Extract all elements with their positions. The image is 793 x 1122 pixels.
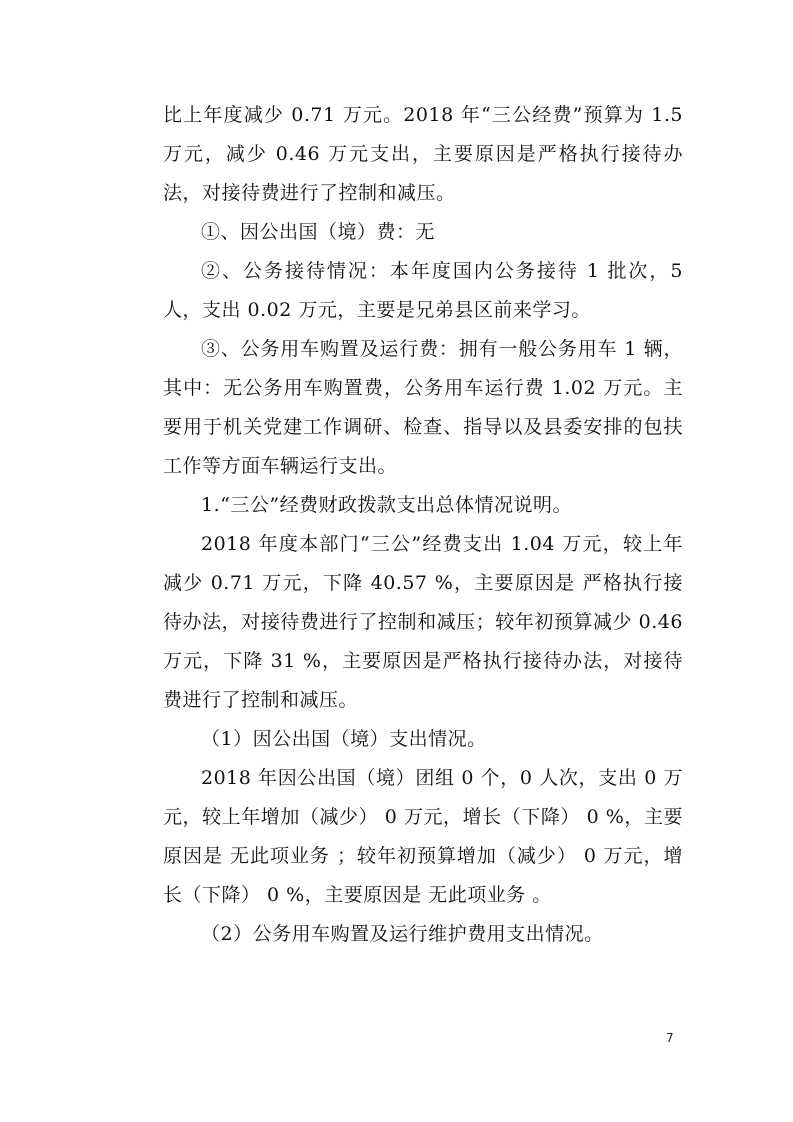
page-number: 7 xyxy=(666,1031,674,1045)
paragraph-reception: ②、公务接待情况：本年度国内公务接待 1 批次，5 人，支出 0.02 万元，主要是兄弟县区前来学习。 xyxy=(163,260,683,321)
section-heading-overview: 1.“三公”经费财政拨款支出总体情况说明。 xyxy=(201,494,573,516)
paragraph-continuation: 比上年度减少 0.71 万元。2018 年“三公经费”预算为 1.5 万元，减少 0.46 万元支出，主要原因是严格执行接待办法，对接待费进行了控制和减压。 xyxy=(163,104,683,204)
paragraph-overseas-travel: ①、因公出国（境）费：无 xyxy=(201,221,436,243)
paragraph-overseas-detail: 2018 年因公出国（境）团组 0 个，0 人次，支出 0 万元，较上年增加（减少） 0 万元，增长（下降） 0 %，主要原因是 无此项业务 ；较年初预算增加（减少） 0 万元，增长（下降） 0 %，主要原因是 无此项业务 。 xyxy=(163,767,683,906)
subheading-overseas: （1）因公出国（境）支出情况。 xyxy=(201,728,487,750)
subheading-vehicle-costs: （2）公务用车购置及运行维护费用支出情况。 xyxy=(201,923,604,945)
paragraph-vehicles: ③、公务用车购置及运行费：拥有一般公务用车 1 辆，其中：无公务用车购置费，公务用车运行费 1.02 万元。主要用于机关党建工作调研、检查、指导以及县委安排的包扶工作等方面车辆运行支出。 xyxy=(163,338,683,477)
paragraph-overview: 2018 年度本部门“三公”经费支出 1.04 万元，较上年减少 0.71 万元，下降 40.57 %，主要原因是 严格执行接待办法，对接待费进行了控制和减压；较年初预算减少 0.46 万元，下降 31 %，主要原因是严格执行接待办法，对接待费进行了控制和减压。 xyxy=(163,533,683,711)
document-body xyxy=(163,96,683,954)
